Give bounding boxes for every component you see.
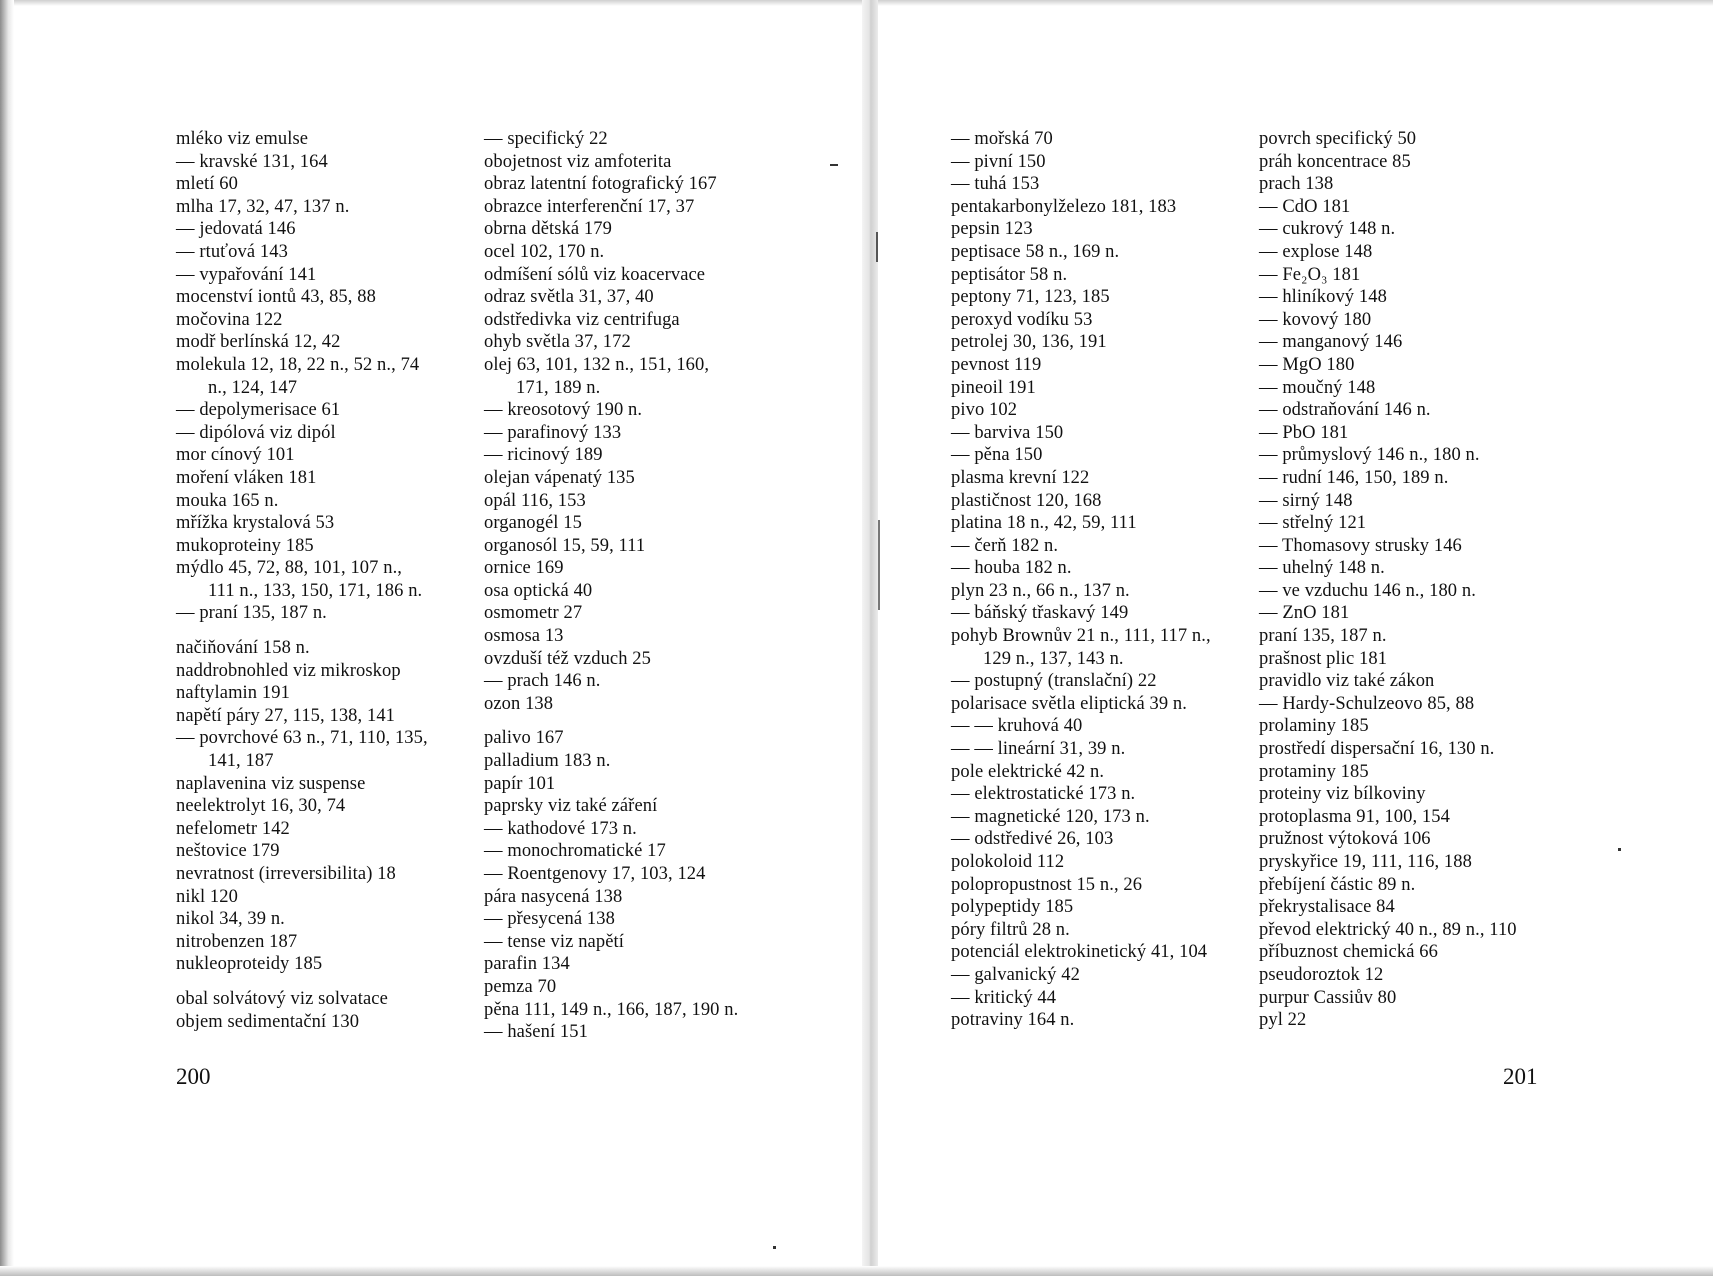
index-entry: — praní 135, 187 n. (176, 603, 327, 624)
index-entry: mlha 17, 32, 47, 137 n. (176, 196, 350, 217)
index-entry: neelektrolyt 16, 30, 74 (176, 796, 346, 817)
index-entry: — hliníkový 148 (1259, 287, 1387, 308)
index-entry: odmíšení sólů viz koacervace (484, 264, 706, 285)
index-entry: peptisace 58 n., 169 n. (951, 241, 1120, 262)
index-entry: pentakarbonylželezo 181, 183 (951, 196, 1177, 217)
index-entry: mletí 60 (176, 174, 238, 195)
index-entry: — specifický 22 (484, 129, 608, 149)
index-entry: platina 18 n., 42, 59, 111 (951, 513, 1137, 534)
index-entry: mor cínový 101 (176, 445, 295, 466)
index-entry: prach 138 (1259, 174, 1334, 195)
index-column-3 (951, 128, 1211, 1032)
index-entry: — prach 146 n. (484, 671, 601, 692)
index-entry: olejan vápenatý 135 (484, 467, 635, 488)
index-entry: pěna 111, 149 n., 166, 187, 190 n. (484, 999, 739, 1020)
index-entry: organogél 15 (484, 513, 582, 534)
scan-speck (876, 232, 878, 262)
index-entry: pepsin 123 (951, 219, 1033, 240)
index-entry: — hašení 151 (484, 1022, 588, 1043)
index-entry: odstředivka viz centrifuga (484, 309, 680, 330)
index-entry: — jedovatá 146 (176, 219, 296, 240)
index-entry: — kovový 180 (1259, 309, 1372, 330)
page-left-edge (0, 0, 14, 1276)
index-entry: příbuznost chemická 66 (1259, 942, 1438, 963)
index-entry: objem sedimentační 130 (176, 1011, 360, 1032)
page-top-edge (0, 0, 1713, 6)
index-entry: — průmyslový 146 n., 180 n. (1259, 445, 1480, 466)
index-entry: obrazce interferenční 17, 37 (484, 196, 695, 217)
index-entry: pravidlo viz také zákon (1259, 671, 1435, 692)
index-entry: osmometr 27 (484, 603, 583, 624)
index-entry: — postupný (translační) 22 (951, 671, 1157, 692)
index-entry: potraviny 164 n. (951, 1010, 1075, 1031)
index-entry: plastičnost 120, 168 (951, 490, 1102, 511)
index-entry: palivo 167 (484, 728, 564, 749)
index-entry: ocel 102, 170 n. (484, 241, 605, 262)
index-entry: napětí páry 27, 115, 138, 141 (176, 705, 396, 726)
index-entry: — kritický 44 (951, 987, 1057, 1008)
index-entry: plasma krevní 122 (951, 467, 1090, 488)
index-entry: peroxyd vodíku 53 (951, 309, 1093, 330)
index-entry: — rtuťová 143 (176, 241, 288, 262)
index-entry: — Thomasovy strusky 146 (1259, 535, 1462, 556)
index-entry: — pěna 150 (951, 445, 1043, 466)
index-entry: osa optická 40 (484, 580, 593, 601)
index-entry: neštovice 179 (176, 841, 280, 862)
index-entry: — galvanický 42 (951, 964, 1080, 985)
index-entry: — povrchové 63 n., 71, 110, 135, (176, 728, 428, 749)
index-entry: protaminy 185 (1259, 761, 1369, 782)
index-entry: — vypařování 141 (176, 264, 317, 285)
index-entry: pseudoroztok 12 (1259, 964, 1384, 985)
index-entry: — CdO 181 (1259, 196, 1351, 217)
index-entry: mocenství iontů 43, 85, 88 (176, 287, 376, 308)
index-entry: plyn 23 n., 66 n., 137 n. (951, 580, 1130, 601)
index-entry: močovina 122 (176, 309, 283, 330)
index-entry: molekula 12, 18, 22 n., 52 n., 74 (176, 354, 420, 375)
index-entry: prostředí dispersační 16, 130 n. (1259, 739, 1495, 760)
index-column-4 (1259, 128, 1517, 1032)
index-entry: — MgO 180 (1259, 354, 1355, 375)
index-entry: pára nasycená 138 (484, 886, 623, 907)
index-entry: — tense viz napětí (484, 931, 624, 952)
index-entry: — kreosotový 190 n. (484, 400, 643, 421)
index-entry: — kathodové 173 n. (484, 818, 637, 839)
index-entry: pivo 102 (951, 400, 1018, 421)
index-entry: ohyb světla 37, 172 (484, 332, 631, 353)
index-entry: opál 116, 153 (484, 490, 586, 511)
index-entry: papír 101 (484, 773, 556, 794)
index-entry: pevnost 119 (951, 354, 1042, 375)
index-entry: paprsky viz také záření (484, 796, 658, 817)
index-entry: olej 63, 101, 132 n., 151, 160, (484, 354, 710, 375)
index-entry: parafin 134 (484, 954, 570, 975)
index-entry: — depolymerisace 61 (176, 400, 341, 421)
index-entry: — manganový 146 (1259, 332, 1403, 353)
index-entry: polopropustnost 15 n., 26 (951, 874, 1143, 895)
index-entry: obojetnost viz amfoterita (484, 151, 672, 172)
index-entry: — kravské 131, 164 (176, 151, 328, 172)
index-column-1 (176, 128, 428, 1033)
index-entry: — sirný 148 (1259, 490, 1353, 511)
index-entry: — rudní 146, 150, 189 n. (1259, 467, 1449, 488)
index-entry: — tuhá 153 (951, 174, 1040, 195)
book-gutter (862, 0, 878, 1276)
index-entry: — Hardy-Schulzeovo 85, 88 (1259, 693, 1475, 714)
index-entry: — odstředivé 26, 103 (951, 829, 1114, 850)
index-entry: nikl 120 (176, 886, 238, 907)
index-entry: 171, 189 n. (516, 377, 601, 398)
index-entry: — ve vzduchu 146 n., 180 n. (1259, 580, 1476, 601)
index-entry: pryskyřice 19, 111, 116, 188 (1259, 852, 1472, 872)
index-entry: — přesycená 138 (484, 909, 615, 930)
scan-speck (830, 164, 838, 166)
index-entry: modř berlínská 12, 42 (176, 332, 341, 353)
index-entry: nukleoproteidy 185 (176, 954, 323, 975)
index-column-2 (484, 128, 738, 1044)
index-entry: palladium 183 n. (484, 751, 611, 772)
index-entry: — Roentgenovy 17, 103, 124 (484, 864, 706, 884)
index-entry: — PbO 181 (1259, 422, 1349, 443)
index-entry: — ricinový 189 (484, 445, 603, 466)
index-entry: prolaminy 185 (1259, 716, 1369, 737)
index-entry: peptisátor 58 n. (951, 264, 1068, 285)
index-entry: — explose 148 (1259, 241, 1373, 262)
index-entry: mukoproteiny 185 (176, 535, 314, 556)
index-entry: pyl 22 (1259, 1010, 1307, 1031)
index-entry: — parafinový 133 (484, 422, 622, 443)
index-entry: — cukrový 148 n. (1259, 219, 1396, 240)
page-bottom-edge (0, 1266, 1713, 1276)
index-entry: ovzduší též vzduch 25 (484, 648, 652, 669)
index-entry: ozon 138 (484, 693, 554, 714)
index-entry: — ZnO 181 (1259, 603, 1350, 624)
index-entry: — dipólová viz dipól (176, 422, 336, 443)
index-entry: 141, 187 (208, 751, 274, 772)
index-entry: pineoil 191 (951, 377, 1036, 398)
index-entry: — monochromatické 17 (484, 841, 666, 862)
index-entry: n., 124, 147 (208, 377, 298, 398)
index-entry: praní 135, 187 n. (1259, 626, 1387, 647)
index-entry: protoplasma 91, 100, 154 (1259, 806, 1450, 827)
index-entry: mléko viz emulse (176, 129, 309, 149)
index-entry: póry filtrů 28 n. (951, 919, 1070, 940)
index-entry: — elektrostatické 173 n. (951, 784, 1136, 805)
index-entry: pružnost výtoková 106 (1259, 829, 1431, 850)
index-entry: purpur Cassiův 80 (1259, 987, 1397, 1008)
index-entry: — — lineární 31, 39 n. (951, 739, 1126, 760)
index-entry: — magnetické 120, 173 n. (951, 806, 1150, 827)
index-entry: — čerň 182 n. (951, 535, 1059, 556)
index-entry: prašnost plic 181 (1259, 648, 1388, 669)
index-entry: práh koncentrace 85 (1259, 151, 1411, 172)
index-entry: mýdlo 45, 72, 88, 101, 107 n., (176, 558, 403, 579)
index-entry: načiňování 158 n. (176, 638, 310, 659)
index-entry: osmosa 13 (484, 626, 564, 647)
index-entry: nefelometr 142 (176, 818, 290, 839)
index-entry: — houba 182 n. (951, 558, 1072, 579)
index-entry: organosól 15, 59, 111 (484, 535, 646, 556)
index-entry: 111 n., 133, 150, 171, 186 n. (208, 580, 423, 601)
index-entry: přebíjení částic 89 n. (1259, 874, 1416, 895)
index-entry: mouka 165 n. (176, 490, 279, 511)
index-entry: nikol 34, 39 n. (176, 909, 285, 930)
index-entry: mřížka krystalová 53 (176, 513, 335, 534)
index-entry: — uhelný 148 n. (1259, 558, 1385, 579)
index-entry: potenciál elektrokinetický 41, 104 (951, 942, 1208, 963)
page-number-right: 201 (1503, 1064, 1538, 1089)
index-entry: 129 n., 137, 143 n. (983, 648, 1124, 669)
index-entry: odraz světla 31, 37, 40 (484, 287, 654, 308)
index-entry: pole elektrické 42 n. (951, 761, 1105, 782)
index-entry: — střelný 121 (1259, 513, 1367, 534)
index-entry: převod elektrický 40 n., 89 n., 110 (1259, 919, 1517, 940)
index-entry: — Fe₂O₃ 181 (1259, 264, 1361, 285)
index-entry: moření vláken 181 (176, 467, 317, 488)
index-entry: obrna dětská 179 (484, 219, 612, 240)
index-entry: naftylamin 191 (176, 683, 290, 704)
index-entry: pohyb Brownův 21 n., 111, 117 n., (951, 626, 1211, 647)
index-entry: nevratnost (irreversibilita) 18 (176, 864, 396, 884)
index-entry: obal solvátový viz solvatace (176, 988, 388, 1009)
index-entry: — báňský třaskavý 149 (951, 603, 1129, 624)
index-entry: — mořská 70 (951, 129, 1053, 149)
page-number-left: 200 (176, 1064, 211, 1089)
index-entry: ornice 169 (484, 558, 564, 579)
scan-speck (1618, 848, 1621, 851)
index-entry: polypeptidy 185 (951, 897, 1074, 918)
index-entry: — pivní 150 (951, 151, 1046, 172)
index-entry: naplavenina viz suspense (176, 773, 366, 794)
index-entry: naddrobnohled viz mikroskop (176, 660, 401, 681)
index-entry: petrolej 30, 136, 191 (951, 332, 1107, 353)
index-entry: pemza 70 (484, 976, 557, 997)
index-entry: obraz latentní fotografický 167 (484, 174, 717, 195)
index-entry: — odstraňování 146 n. (1259, 400, 1431, 421)
index-entry: nitrobenzen 187 (176, 931, 298, 952)
index-entry: překrystalisace 84 (1259, 897, 1395, 918)
index-entry: — moučný 148 (1259, 377, 1376, 398)
index-entry: peptony 71, 123, 185 (951, 287, 1110, 308)
index-entry: polokoloid 112 (951, 852, 1065, 872)
scan-speck (878, 520, 880, 610)
index-entry: — — kruhová 40 (951, 716, 1083, 737)
index-entry: proteiny viz bílkoviny (1259, 784, 1426, 805)
index-entry: povrch specifický 50 (1259, 129, 1417, 149)
index-entry: — barviva 150 (951, 422, 1064, 443)
index-entry: polarisace světla eliptická 39 n. (951, 693, 1188, 714)
scan-speck (773, 1246, 776, 1249)
